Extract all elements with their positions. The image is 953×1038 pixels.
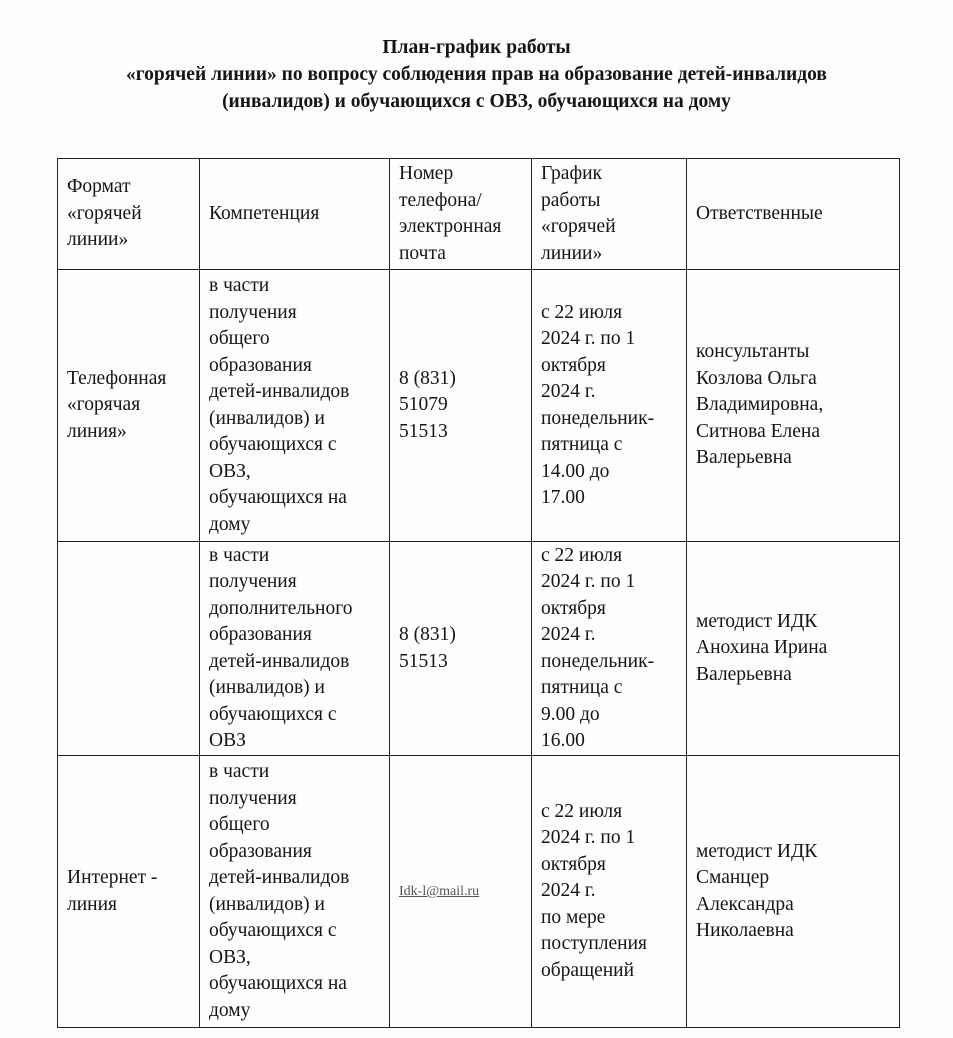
table-row <box>58 270 900 542</box>
cell-competence: в части получения общего образования детей-инвалидов (инвалидов) и обучающихся с ОВЗ, обучающихся на дому <box>200 270 390 542</box>
table-header-row <box>58 159 900 270</box>
cell-schedule: с 22 июля 2024 г. по 1 октября 2024 г. понедельник- пятница с 14.00 до 17.00 <box>532 270 687 542</box>
cell-competence: в части получения дополнительного образования детей-инвалидов (инвалидов) и обучающихся с ОВЗ <box>200 542 390 756</box>
cell-format: Телефонная «горячая линия» <box>58 270 200 542</box>
cell-contact: 8 (831) 51513 <box>390 542 532 756</box>
table-row <box>58 756 900 1028</box>
cell-competence: в части получения общего образования детей-инвалидов (инвалидов) и обучающихся с ОВЗ, обучающихся на дому <box>200 756 390 1028</box>
cell-format: Интернет - линия <box>58 756 200 1028</box>
title-line-1: План-график работы <box>382 37 571 58</box>
cell-responsible: консультанты Козлова Ольга Владимировна, Ситнова Елена Валерьевна <box>687 270 900 542</box>
cell-contact: 8 (831) 51079 51513 <box>390 270 532 542</box>
table-row <box>58 542 900 756</box>
cell-contact <box>390 756 532 1028</box>
title-line-2: «горячей линии» по вопросу соблюдения прав на образование детей-инвалидов <box>126 64 827 85</box>
header-format: Формат «горячей линии» <box>58 159 200 270</box>
cell-format <box>58 542 200 756</box>
email-link[interactable]: Idk-l@mail.ru <box>399 884 480 900</box>
header-contact: Номер телефона/ электронная почта <box>390 159 532 270</box>
header-schedule: График работы «горячей линии» <box>532 159 687 270</box>
cell-schedule: с 22 июля 2024 г. по 1 октября 2024 г. понедельник- пятница с 9.00 до 16.00 <box>532 542 687 756</box>
cell-responsible: методист ИДК Анохина Ирина Валерьевна <box>687 542 900 756</box>
document-title <box>0 34 953 115</box>
header-responsible: Ответственные <box>687 159 900 270</box>
cell-responsible: методист ИДК Сманцер Александра Николаевна <box>687 756 900 1028</box>
cell-schedule: с 22 июля 2024 г. по 1 октября 2024 г. по мере поступления обращений <box>532 756 687 1028</box>
title-line-3: (инвалидов) и обучающихся с ОВЗ, обучающихся на дому <box>222 91 731 112</box>
hotline-schedule-table <box>57 158 900 1028</box>
header-competence: Компетенция <box>200 159 390 270</box>
